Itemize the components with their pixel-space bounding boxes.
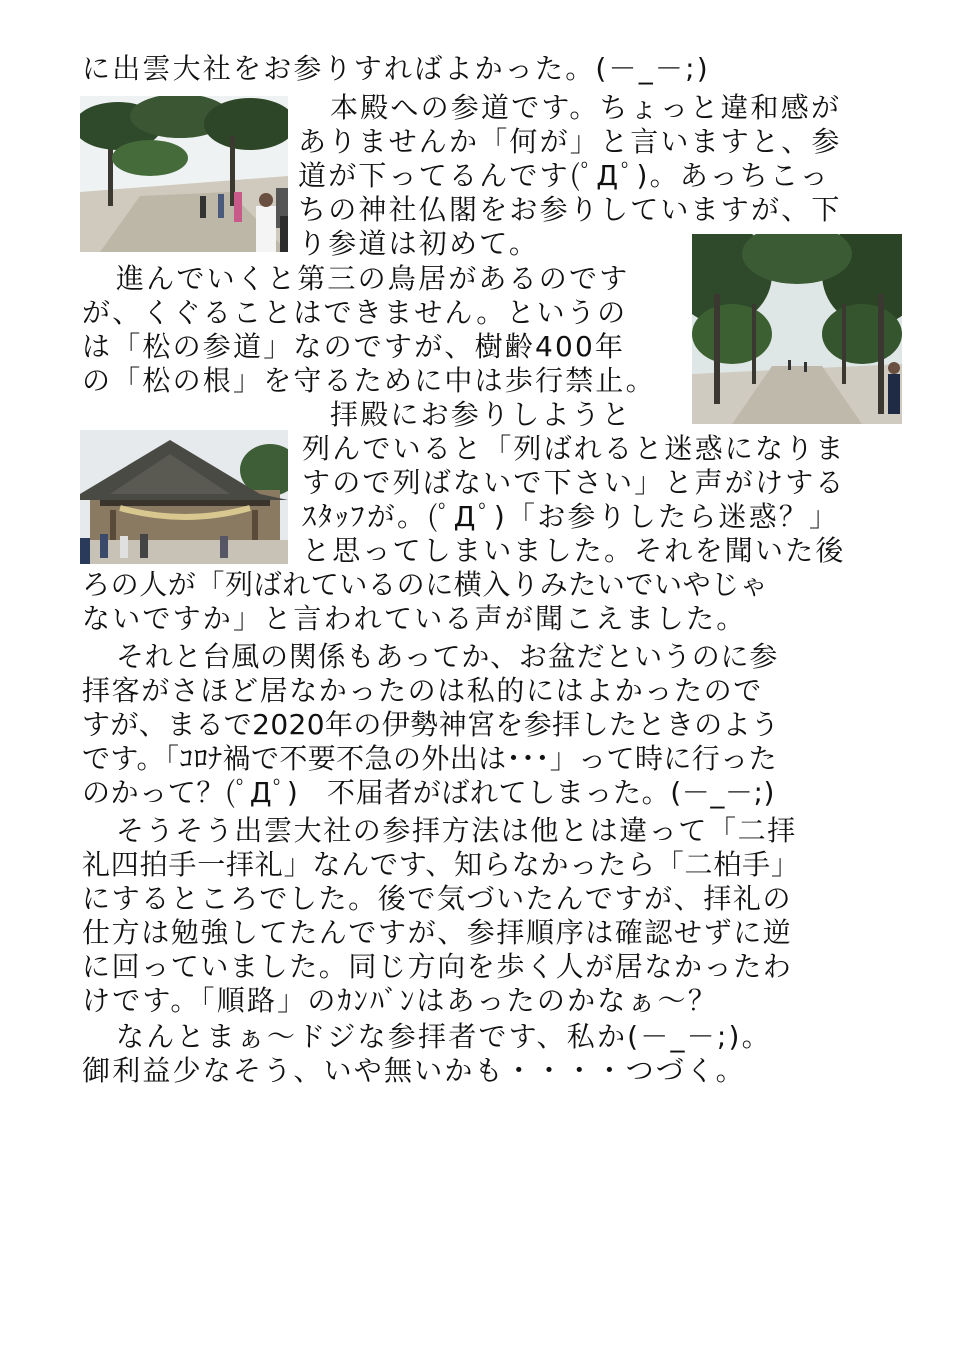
text-line: の「松の根」を守るために中は歩行禁止。 (82, 364, 656, 397)
text-line: り参道は初めて。 (298, 227, 540, 260)
text-line: ろの人が「列ばれているのに横入りみたいでいやじゃ (82, 568, 769, 601)
text-line: 進んでいくと第三の鳥居があるのです (116, 262, 630, 295)
pine-avenue-photo (692, 234, 902, 424)
text-line: ちの神社仏閣をお参りしていますが、下 (298, 193, 842, 226)
text-line: は「松の参道」なのですが、樹齢400年 (82, 330, 626, 363)
text-line: にするところでした。後で気づいたんですが、拝礼の (82, 882, 793, 915)
text-line: に回っていました。同じ方向を歩く人が居なかったわ (82, 950, 793, 983)
text-line: 本殿への参道です。ちょっと違和感が (330, 91, 842, 124)
text-line: 拝殿にお参りしようと (330, 398, 633, 431)
text-line: なんとまぁ～ドジな参拝者です、私か(－_－;)。 (116, 1020, 772, 1053)
text-line: けです。「順路」のｶﾝﾊﾞﾝはあったのかなぁ～？ (82, 984, 719, 1017)
text-line: ありませんか「何が」と言いますと、参 (298, 125, 842, 158)
text-line: 道が下ってるんです(ﾟДﾟ)。あっちこっ (298, 159, 830, 192)
text-line: すので列ばないで下さい」と声がけする (302, 466, 846, 499)
text-line: ｽﾀｯﾌが。(ﾟДﾟ)「お参りしたら迷惑？」 (302, 500, 840, 533)
pine-approach-path-photo (80, 96, 288, 252)
haiden-hall-photo (80, 430, 288, 564)
text-line: ないですか」と言われている声が聞こえました。 (82, 602, 747, 635)
text-line: そうそう出雲大社の参拝方法は他とは違って「二拝 (116, 814, 797, 847)
text-line: に出雲大社をお参りすればよかった。(－_－;) (82, 52, 710, 85)
text-line: が、くぐることはできません。というの (82, 296, 628, 329)
text-line: 拝客がさほど居なかったのは私的にはよかったので (82, 674, 763, 707)
text-line: 列んでいると「列ばれると迷惑になりま (302, 432, 846, 465)
text-line: それと台風の関係もあってか、お盆だというのに参 (116, 640, 779, 673)
text-line: 御利益少なそう、いや無いかも・・・・つづく。 (82, 1054, 746, 1087)
text-line: です。「ｺﾛﾅ禍で不要不急の外出は･･･」って時に行った (82, 742, 777, 775)
text-line: すが、まるで2020年の伊勢神宮を参拝したときのよう (82, 708, 780, 741)
text-line: のかって？(ﾟДﾟ) 不届者がばれてしまった。(－_－;) (82, 776, 776, 809)
text-line: 仕方は勉強してたんですが、参拝順序は確認せずに逆 (82, 916, 793, 949)
text-line: 礼四拍手一拝礼」なんです、知らなかったら「二柏手」 (82, 848, 800, 881)
text-line: と思ってしまいました。それを聞いた後 (302, 534, 846, 567)
